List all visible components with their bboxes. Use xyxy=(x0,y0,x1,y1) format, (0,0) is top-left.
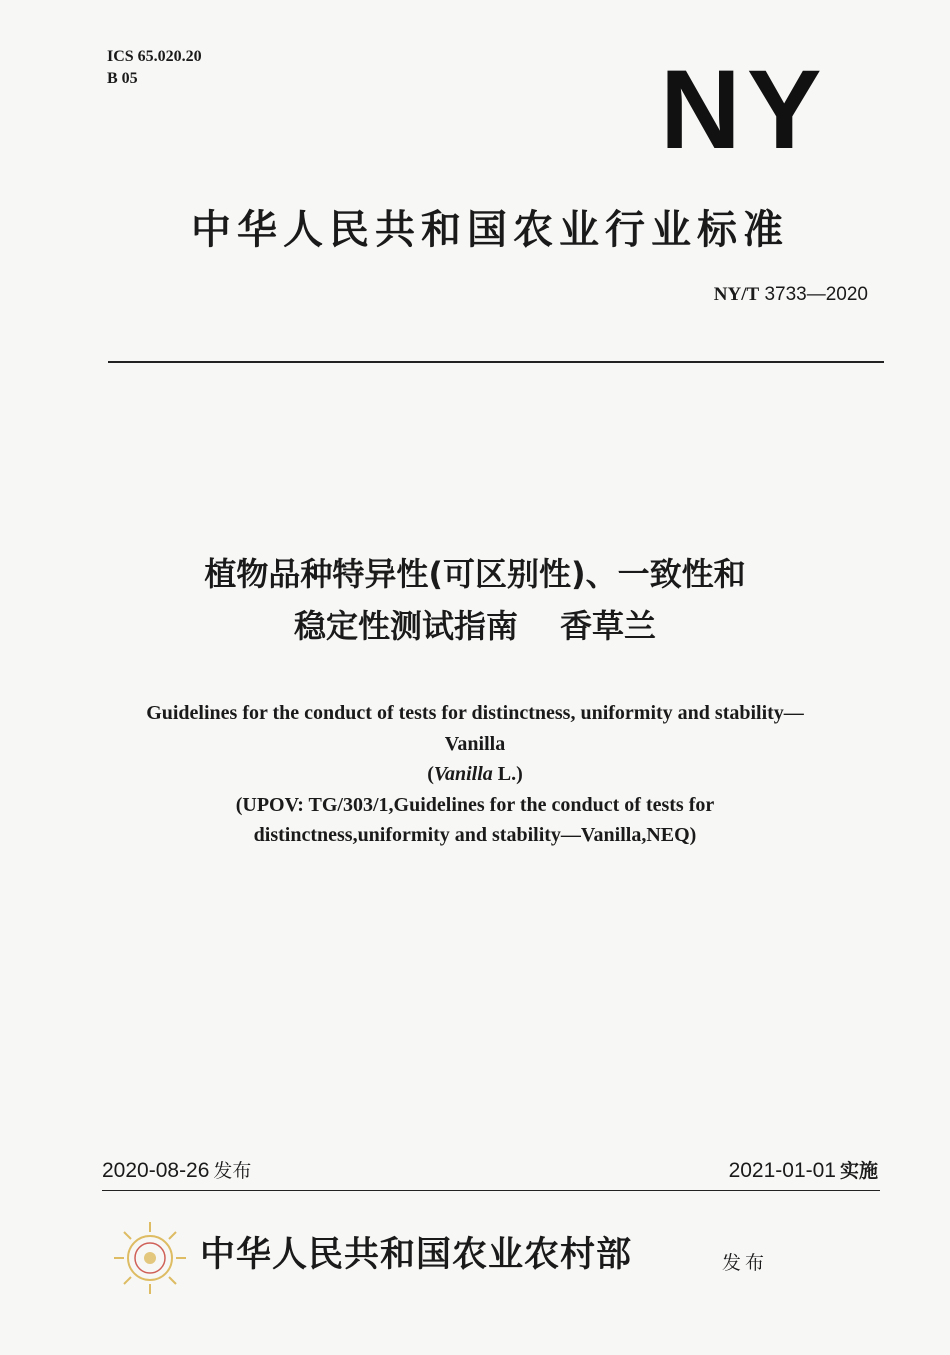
chinese-title xyxy=(75,548,875,652)
chinese-title-main: 稳定性测试指南 xyxy=(293,607,518,645)
implementation-date-value: 2021-01-01 xyxy=(728,1159,836,1182)
ics-code: ICS 65.020.20 xyxy=(107,48,202,65)
chinese-title-crop: 香草兰 xyxy=(560,607,657,645)
chinese-title-line2 xyxy=(75,600,875,652)
issue-date xyxy=(102,1158,251,1184)
standard-number-prefix: NY/T xyxy=(713,284,760,305)
header-divider xyxy=(108,361,884,363)
ny-logo: NY xyxy=(660,47,828,172)
footer-divider xyxy=(102,1190,880,1191)
upov-reference-line1: (UPOV: TG/303/1,Guidelines for the conduct of tests for xyxy=(235,793,715,816)
botanical-name: (Vanilla L.) xyxy=(427,763,523,785)
publisher-name: 中华人民共和国农业农村部 xyxy=(200,1234,633,1275)
ministry-emblem-icon xyxy=(110,1218,190,1298)
ccs-code: B 05 xyxy=(107,70,138,87)
issue-date-value: 2020-08-26 xyxy=(102,1159,210,1182)
chinese-title-line1: 植物品种特异性(可区别性)、一致性和 xyxy=(204,555,746,593)
issue-date-suffix: 发布 xyxy=(213,1160,252,1182)
botanical-genus: Vanilla xyxy=(433,763,493,785)
english-title xyxy=(75,698,875,851)
english-title-line1: Guidelines for the conduct of tests for distinctness, uniformity and stability— xyxy=(146,702,804,724)
implementation-date-suffix: 实施 xyxy=(839,1160,878,1182)
implementation-date xyxy=(729,1158,878,1184)
upov-reference-line2: distinctness,uniformity and stability—Vanilla,NEQ) xyxy=(253,824,697,846)
standard-category-title: 中华人民共和国农业行业标准 xyxy=(191,207,789,253)
english-title-line2: Vanilla xyxy=(444,732,506,755)
publish-label: 发布 xyxy=(722,1252,769,1274)
standard-number xyxy=(714,283,868,307)
standard-number-value: 3733—2020 xyxy=(764,284,868,305)
